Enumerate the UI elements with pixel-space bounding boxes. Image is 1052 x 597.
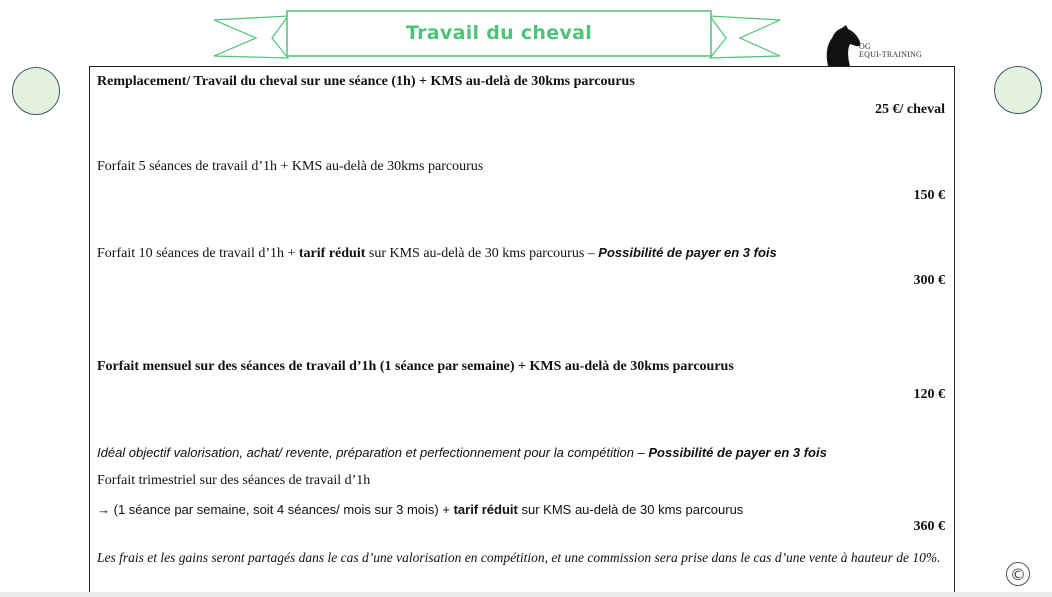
offer-2-text: Forfait 5 séances de travail d’1h + KMS au-delà de 30kms parcourus xyxy=(97,159,484,174)
offer-4-price: 120 € xyxy=(913,387,945,402)
offer-5-text: Forfait trimestriel sur des séances de travail d’1h xyxy=(97,473,371,488)
decorative-circle-left xyxy=(12,67,60,115)
footer-note: Les frais et les gains seront partagés dans le cas d’une valorisation en compétition, et une commission sera prise dans le cas d’une vente à hauteur de 10%. xyxy=(97,550,941,565)
offer-1-text: Remplacement/ Travail du cheval sur une séance (1h) + KMS au-delà de 30kms parcourus xyxy=(97,74,635,89)
pricing-document xyxy=(89,66,955,594)
bottom-strip xyxy=(0,592,1052,597)
offer-2-price: 150 € xyxy=(913,188,945,203)
offer-5-detail: → (1 séance par semaine, soit 4 séances/ mois sur 3 mois) + tarif réduit sur KMS au-delà de 30 kms parcourus xyxy=(97,502,744,517)
offer-1-price: 25 €/ cheval xyxy=(875,102,945,117)
offer-4-text: Forfait mensuel sur des séances de travail d’1h (1 séance par semaine) + KMS au-delà de 30kms parcourus xyxy=(97,359,734,374)
copyright-icon: © xyxy=(1006,562,1030,586)
horse-head-icon xyxy=(820,24,864,68)
offer-5-price: 360 € xyxy=(913,519,945,534)
page-title: Travail du cheval xyxy=(405,22,593,44)
offer-3-text: Forfait 10 séances de travail d’1h + tarif réduit sur KMS au-delà de 30 kms parcourus – Possibilité de payer en 3 fois xyxy=(97,245,777,261)
logo-text: OG EQUI-TRAINING xyxy=(859,42,923,59)
offer-5-intro: Idéal objectif valorisation, achat/ revente, préparation et perfectionnement pour la compétition – Possibilité de payer en 3 fois xyxy=(97,445,827,460)
arrow-right-icon: → xyxy=(97,502,110,517)
offer-3-price: 300 € xyxy=(913,273,945,288)
decorative-circle-right xyxy=(994,66,1042,114)
